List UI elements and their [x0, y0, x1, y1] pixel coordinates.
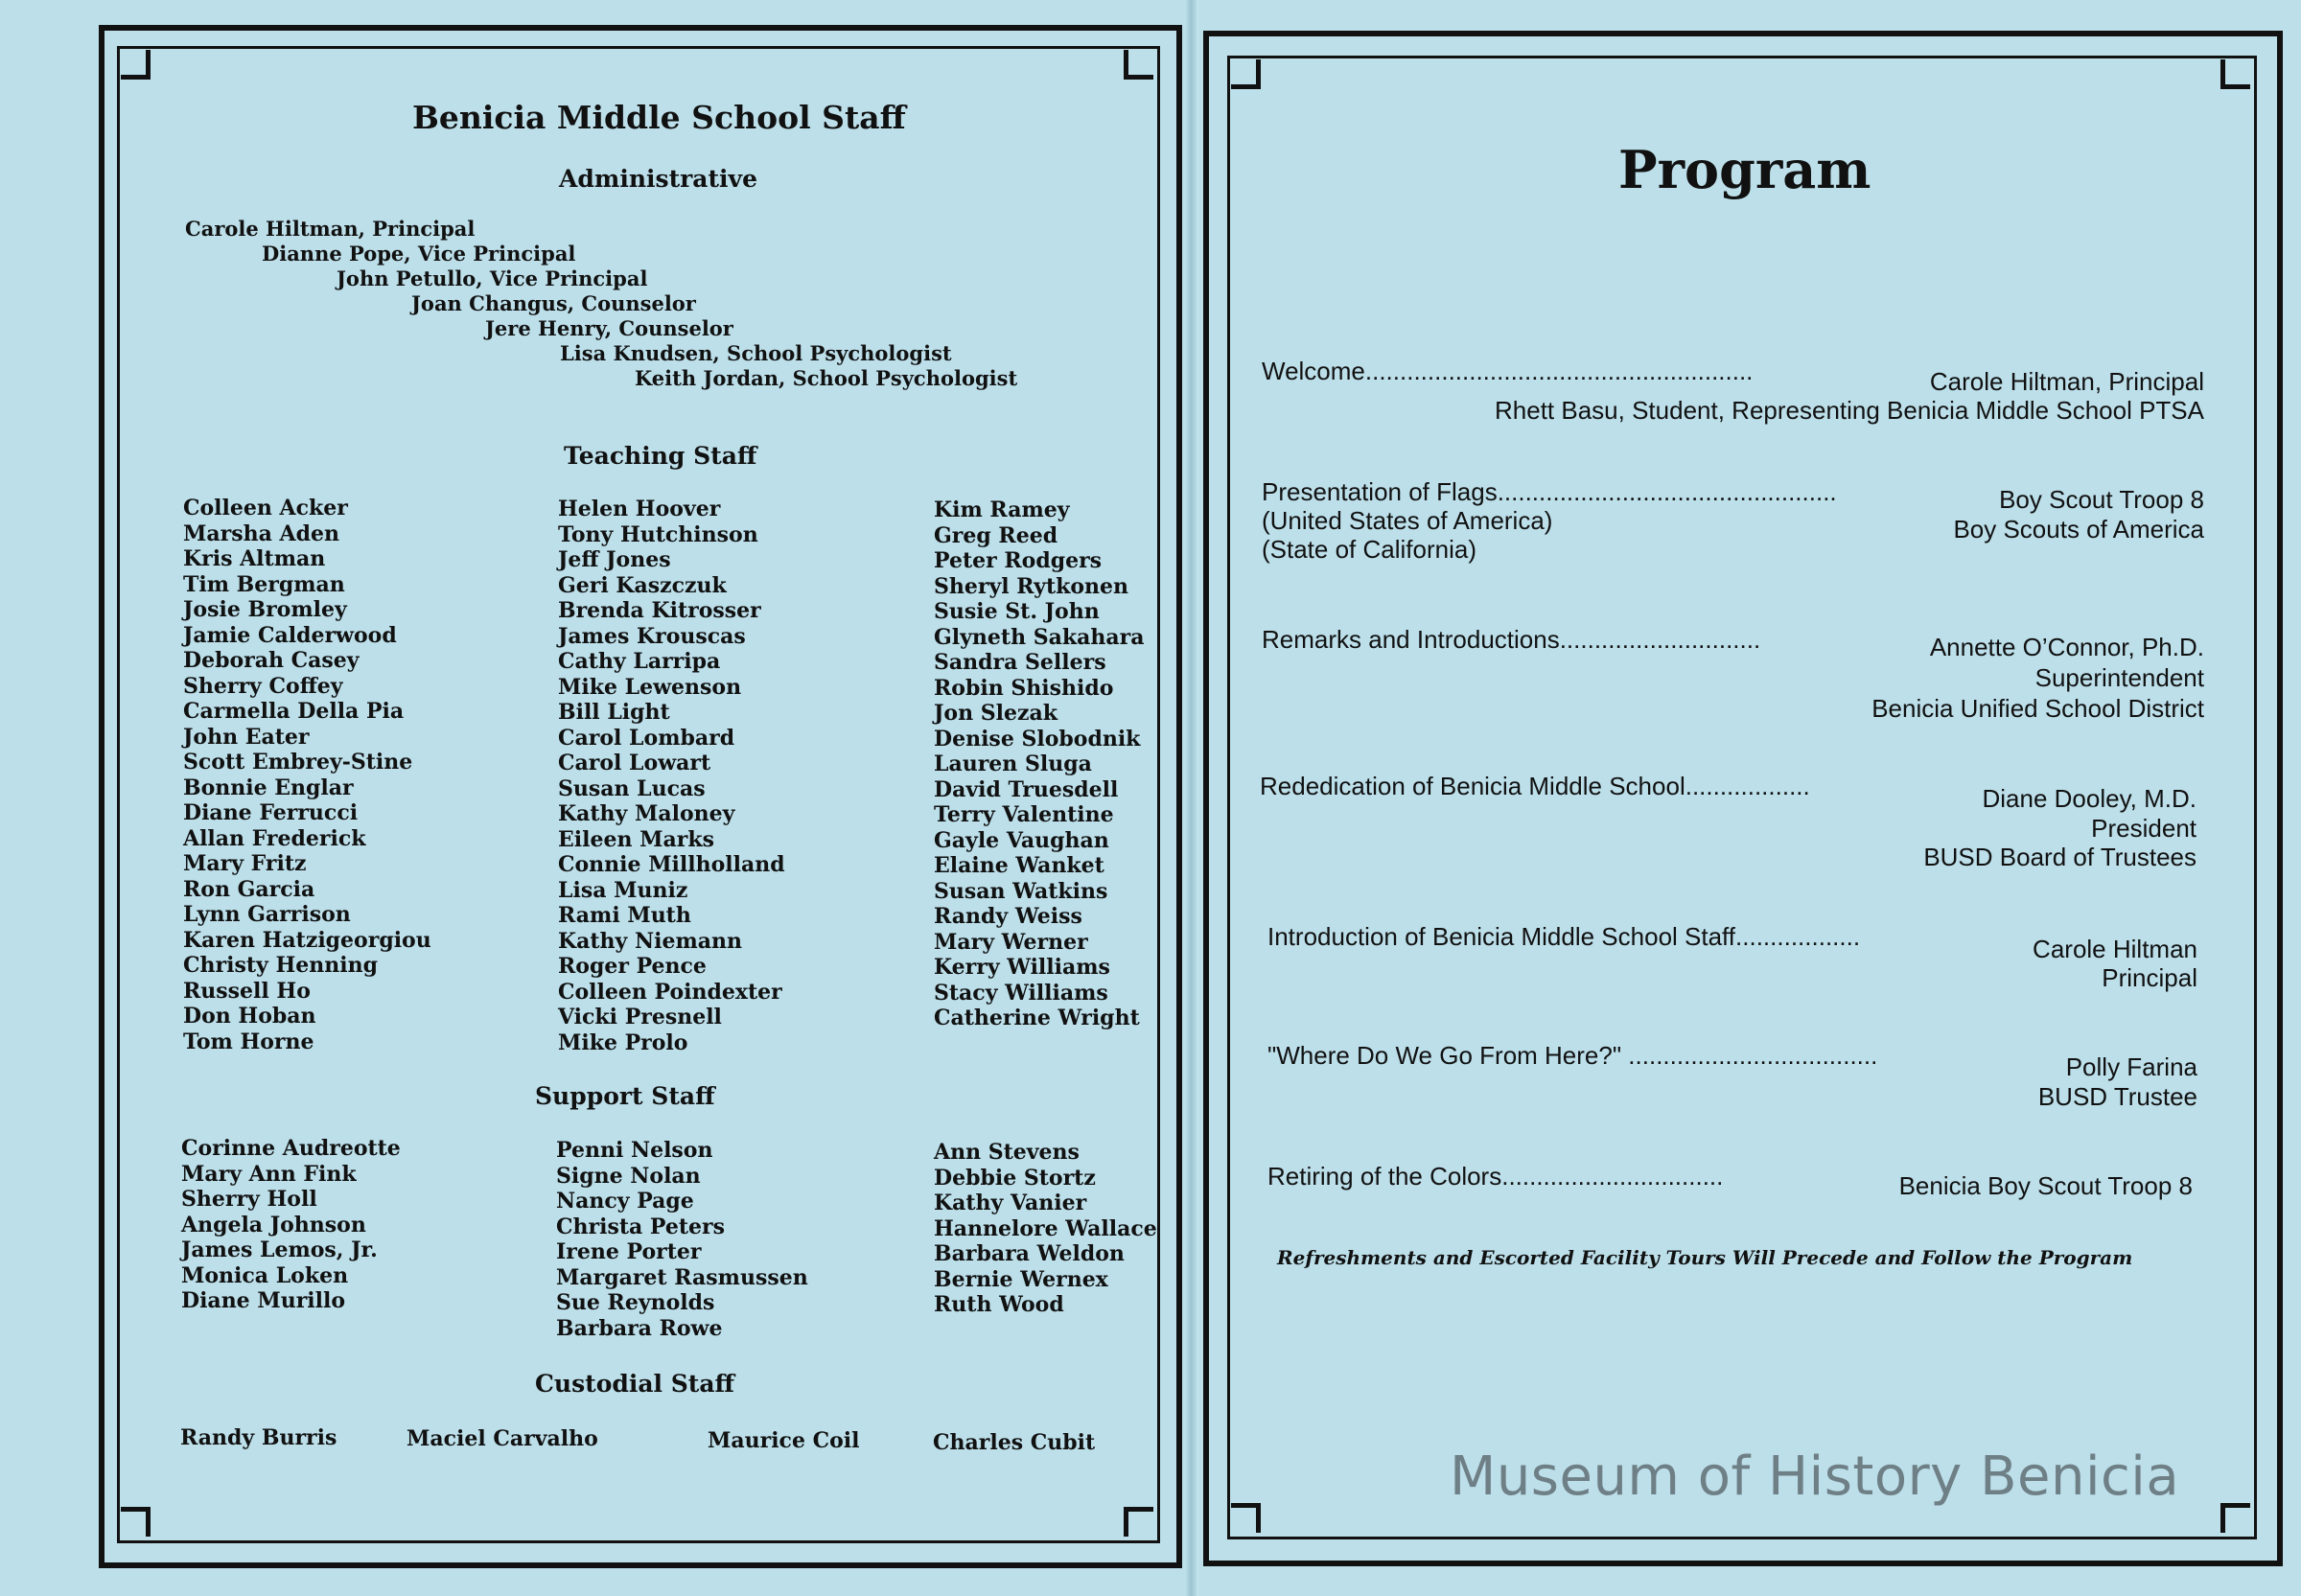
support-column-1	[181, 1136, 401, 1314]
admin-line: Joan Changus, Counselor	[411, 291, 696, 315]
staff-name: Susie St. John	[934, 599, 1100, 624]
program-item-remarks-extra: Superintendent	[2034, 663, 2204, 692]
staff-name: James Lemos, Jr.	[181, 1237, 378, 1262]
center-fold	[1185, 0, 1198, 1596]
right-corner-tl	[1231, 59, 1261, 89]
left-corner-tl	[121, 50, 151, 80]
custodial-name: Maurice Coil	[708, 1428, 860, 1453]
staff-name: Lynn Garrison	[183, 902, 351, 927]
staff-name: Colleen Acker	[183, 496, 348, 520]
staff-name: Glyneth Sakahara	[934, 624, 1145, 650]
staff-name: Bernie Wernex	[934, 1266, 1108, 1292]
program-item-remarks: Remarks and Introductions.............................	[1262, 625, 1761, 654]
staff-name: Deborah Casey	[183, 648, 360, 673]
staff-name: Barbara Rowe	[556, 1315, 723, 1341]
teaching-column-2	[558, 497, 785, 1055]
staff-name: Corinne Audreotte	[181, 1136, 401, 1161]
program-item-where-go-extra: BUSD Trustee	[2037, 1082, 2197, 1111]
staff-name: Stacy Williams	[934, 980, 1108, 1006]
staff-name: Sherry Holl	[181, 1187, 317, 1212]
staff-name: Peter Rodgers	[934, 548, 1103, 573]
staff-name: Mary Werner	[934, 929, 1088, 955]
staff-name: Christy Henning	[183, 953, 378, 978]
staff-name: Kris Altman	[183, 546, 326, 571]
staff-name: Barbara Weldon	[934, 1241, 1125, 1266]
staff-name: Carol Lowart	[558, 751, 711, 775]
staff-name: Sherry Coffey	[183, 673, 343, 699]
staff-name: Tim Bergman	[183, 571, 345, 597]
administrative-heading: Administrative	[559, 165, 757, 193]
staff-name: Cathy Larripa	[558, 649, 721, 674]
staff-name: Rami Muth	[558, 903, 691, 928]
program-item-rededication-extra: BUSD Board of Trustees	[1923, 843, 2196, 871]
staff-name: Greg Reed	[934, 522, 1058, 548]
staff-name: Mary Ann Fink	[181, 1161, 357, 1187]
custodial-staff-heading: Custodial Staff	[535, 1370, 735, 1398]
staff-name: Margaret Rasmussen	[556, 1264, 808, 1290]
program-item-where-go-presenter: Polly Farina	[2065, 1052, 2197, 1081]
custodial-name: Maciel Carvalho	[407, 1426, 598, 1451]
admin-line: Keith Jordan, School Psychologist	[635, 366, 1018, 390]
admin-line: Carole Hiltman, Principal	[185, 217, 476, 241]
staff-name: Josie Bromley	[183, 597, 347, 622]
staff-name: Kathy Niemann	[558, 928, 742, 954]
staff-name: Tony Hutchinson	[558, 521, 758, 547]
custodial-name: Charles Cubit	[933, 1430, 1096, 1455]
right-corner-bl	[1231, 1503, 1261, 1533]
program-item-staff-intro: Introduction of Benicia Middle School Staff..................	[1267, 922, 1861, 951]
program-item-rededication: Rededication of Benicia Middle School..................	[1260, 772, 1810, 800]
staff-name: David Truesdell	[934, 776, 1119, 802]
teaching-column-1	[183, 496, 431, 1054]
right-corner-br	[2220, 1503, 2250, 1533]
staff-name: Jeff Jones	[558, 547, 671, 572]
staff-name: Geri Kaszczuk	[558, 572, 727, 598]
staff-title: Benicia Middle School Staff	[412, 99, 906, 136]
staff-name: Angela Johnson	[181, 1212, 366, 1237]
staff-name: Terry Valentine	[934, 802, 1114, 827]
left-corner-tr	[1124, 50, 1153, 80]
program-item-welcome-presenter: Carole Hiltman, Principal	[1929, 367, 2204, 396]
staff-name: Russell Ho	[183, 978, 311, 1004]
staff-name: Tom Horne	[183, 1029, 314, 1054]
staff-name: Colleen Poindexter	[558, 979, 782, 1005]
staff-name: Bill Light	[558, 700, 670, 725]
staff-name: Diane Murillo	[181, 1288, 346, 1313]
program-item-remarks-presenter: Annette O’Connor, Ph.D.	[1929, 633, 2204, 661]
staff-name: Nancy Page	[556, 1189, 694, 1214]
staff-name: Scott Embrey-Stine	[183, 750, 413, 775]
staff-name: Signe Nolan	[556, 1163, 701, 1189]
staff-name: Lisa Muniz	[558, 877, 688, 903]
program-item-flags-presenter: Boy Scout Troop 8	[1999, 485, 2204, 514]
program-title: Program	[1618, 139, 1871, 200]
staff-name: Helen Hoover	[558, 497, 721, 521]
staff-name: Susan Lucas	[558, 775, 706, 801]
staff-name: Connie Millholland	[558, 852, 785, 877]
staff-name: Debbie Stortz	[934, 1165, 1096, 1191]
staff-name: Roger Pence	[558, 954, 707, 979]
staff-name: Carmella Della Pia	[183, 699, 405, 724]
staff-name: Ruth Wood	[934, 1292, 1064, 1317]
staff-name: Diane Ferrucci	[183, 800, 359, 825]
staff-name: Mary Fritz	[183, 851, 307, 876]
refreshments-note: Refreshments and Escorted Facility Tours Will Precede and Follow the Program	[1277, 1246, 2133, 1269]
staff-name: Christa Peters	[556, 1214, 725, 1239]
staff-name: Karen Hatzigeorgiou	[183, 927, 431, 953]
staff-name: Irene Porter	[556, 1239, 702, 1264]
admin-line: Jere Henry, Counselor	[485, 316, 733, 340]
program-item-where-go: "Where Do We Go From Here?" ....................................	[1267, 1041, 1878, 1070]
teaching-staff-heading: Teaching Staff	[564, 442, 757, 470]
staff-name: Hannelore Wallace	[934, 1215, 1157, 1241]
program-item-welcome: Welcome........................................................	[1262, 357, 1754, 385]
support-staff-heading: Support Staff	[535, 1082, 715, 1110]
program-item-flags-left-extra: (United States of America)	[1262, 506, 1553, 535]
staff-name: Kathy Maloney	[558, 801, 735, 826]
program-item-remarks-extra: Benicia Unified School District	[1871, 694, 2204, 723]
right-corner-tr	[2220, 59, 2250, 89]
staff-name: Robin Shishido	[934, 675, 1114, 701]
program-item-retiring: Retiring of the Colors................................	[1267, 1162, 1724, 1191]
staff-name: Kathy Vanier	[934, 1191, 1087, 1215]
staff-name: Randy Weiss	[934, 904, 1082, 929]
staff-name: Marsha Aden	[183, 520, 339, 546]
staff-name: James Krouscas	[558, 623, 746, 649]
staff-name: Allan Frederick	[183, 825, 366, 851]
staff-name: John Eater	[183, 724, 310, 750]
staff-name: Gayle Vaughan	[934, 827, 1109, 853]
staff-name: Ron Garcia	[183, 876, 315, 902]
staff-name: Sandra Sellers	[934, 650, 1106, 675]
staff-name: Jon Slezak	[934, 701, 1058, 726]
support-column-3	[934, 1140, 1157, 1318]
staff-name: Elaine Wanket	[934, 853, 1104, 878]
staff-name: Carol Lombard	[558, 725, 735, 751]
program-item-welcome-extra: Rhett Basu, Student, Representing Benicia Middle School PTSA	[1495, 396, 2204, 425]
staff-name: Bonnie Englar	[183, 775, 354, 800]
staff-name: Brenda Kitrosser	[558, 598, 761, 623]
staff-name: Catherine Wright	[934, 1006, 1140, 1030]
staff-name: Denise Slobodnik	[934, 726, 1141, 752]
teaching-column-3	[934, 497, 1144, 1031]
staff-name: Monica Loken	[181, 1262, 349, 1288]
program-item-staff-intro-extra: Principal	[2102, 963, 2197, 992]
staff-name: Susan Watkins	[934, 878, 1108, 904]
staff-name: Kerry Williams	[934, 955, 1110, 980]
program-item-flags-extra: Boy Scouts of America	[1953, 515, 2204, 544]
staff-name: Lauren Sluga	[934, 752, 1092, 776]
staff-name: Mike Lewenson	[558, 674, 742, 700]
program-item-rededication-extra: President	[2091, 814, 2196, 843]
program-item-flags: Presentation of Flags.................................................	[1262, 477, 1837, 506]
program-item-staff-intro-presenter: Carole Hiltman	[2033, 935, 2197, 963]
admin-line: John Petullo, Vice Principal	[337, 266, 648, 290]
admin-line: Dianne Pope, Vice Principal	[262, 242, 576, 266]
staff-name: Vicki Presnell	[558, 1005, 722, 1029]
staff-name: Jamie Calderwood	[183, 622, 397, 648]
program-item-retiring-presenter: Benicia Boy Scout Troop 8	[1898, 1171, 2193, 1200]
staff-name: Eileen Marks	[558, 826, 714, 852]
custodial-name: Randy Burris	[180, 1425, 337, 1450]
staff-name: Mike Prolo	[558, 1029, 688, 1055]
museum-watermark: Museum of History Benicia	[1450, 1446, 2180, 1508]
staff-name: Ann Stevens	[934, 1140, 1080, 1165]
staff-name: Sue Reynolds	[556, 1290, 715, 1315]
staff-name: Don Hoban	[183, 1004, 316, 1029]
program-item-rededication-presenter: Diane Dooley, M.D.	[1982, 784, 2196, 813]
staff-name: Penni Nelson	[556, 1138, 713, 1163]
left-corner-bl	[121, 1507, 151, 1537]
staff-name: Sheryl Rytkonen	[934, 573, 1129, 599]
program-item-flags-left-extra: (State of California)	[1262, 535, 1476, 564]
admin-line: Lisa Knudsen, School Psychologist	[560, 341, 952, 365]
staff-name: Kim Ramey	[934, 497, 1070, 522]
left-corner-br	[1124, 1507, 1153, 1537]
support-column-2	[556, 1138, 808, 1341]
